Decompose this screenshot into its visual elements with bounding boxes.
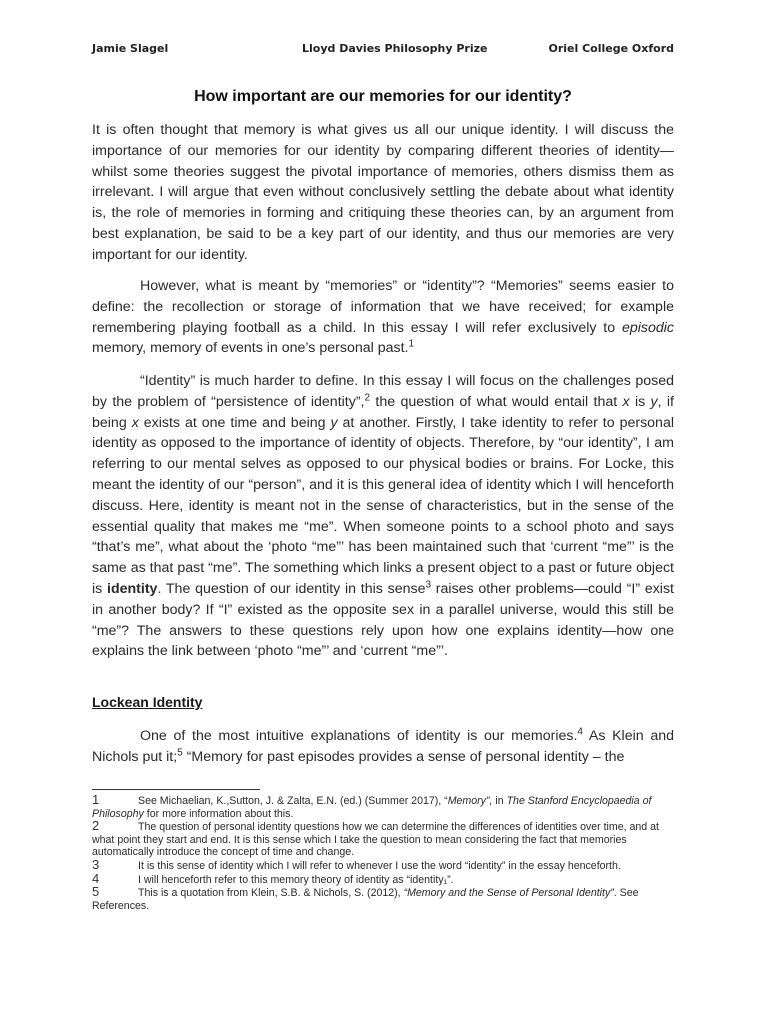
text-run: However, what is meant by “memories” or “identity”? “Memories” seems easier to define: the recollection or storage of information that we have received; for example remembering playing football as a child. In this essay I will refer exclusively to xyxy=(92,278,674,336)
text-run: One of the most intuitive explanations of identity is our memories. xyxy=(140,728,578,744)
text-run: raises other problems—could “I” exist in another body? If “I” existed as the opposite sex in a parallel universe, would this still be “me”? The answers to these questions rely upon how one explains identity—how one explains the link between ‘photo “me”’ and ‘current “me”’. xyxy=(92,580,674,660)
header-prize: Lloyd Davies Philosophy Prize xyxy=(302,42,488,55)
text-run: “Memory for past episodes provides a sense of personal identity – the xyxy=(182,748,625,765)
text-run: As Klein and Nichols put it; xyxy=(92,728,674,765)
footnote-text: in xyxy=(495,795,507,807)
text-run: is xyxy=(629,393,651,410)
text-run: , if being xyxy=(92,393,674,431)
emphasis-episodic: episodic xyxy=(621,319,674,336)
footnote-3 xyxy=(92,856,674,873)
footnote-number: 3 xyxy=(92,856,100,872)
footnote-text: . See References. xyxy=(92,887,639,912)
footnote-emphasis: Memory”, xyxy=(447,795,496,807)
footnote-divider xyxy=(92,789,260,790)
footnote-5 xyxy=(92,886,674,912)
footnote-emphasis: “Memory and the Sense of Personal Identity” xyxy=(403,887,614,900)
footnote-ref-4[interactable]: 4 xyxy=(577,726,583,738)
section-heading-lockean: Lockean Identity xyxy=(92,694,203,710)
paragraph-identity xyxy=(92,371,674,662)
footnote-text: for more information about this. xyxy=(143,807,294,820)
text-run: “Identity” is much harder to define. In this essay I will focus on the challenges posed by the problem of “persistence of identity”, xyxy=(92,373,674,410)
footnote-number: 5 xyxy=(92,884,100,900)
footnotes xyxy=(92,794,674,912)
emphasis-y: y xyxy=(650,393,658,410)
footnote-number: 4 xyxy=(92,870,100,886)
footnote-text: This is a quotation from Klein, S.B. & Nichols, S. (2012), xyxy=(138,887,404,900)
footnote-number: 1 xyxy=(92,792,100,807)
page-header xyxy=(92,42,674,58)
text-run: the question of what would entail that xyxy=(370,393,623,410)
footnote-text: I will henceforth refer to this memory theory of identity as “identity₁”. xyxy=(138,873,454,886)
paragraph-lockean xyxy=(92,726,674,768)
footnote-4 xyxy=(92,870,674,887)
footnote-emphasis: The Stanford Encyclopaedia of Philosophy xyxy=(92,795,652,820)
text-run: at another. Firstly, I take identity to refer to personal identity as opposed to the importance of identity of objects. Therefore, by “our identity”, I am referring to our mental selves as opposed to our physical bodies or brains. For Locke, this meant the identity of our “person”, and it is this general idea of identity which I will henceforth discuss. Here, identity is meant not in the sense of characteristics, but in the sense of the essential quality that makes me “me”. When someone points to a school photo and says “that’s me”, what about the ‘photo “me”’ has been maintained such that ‘current “me”’ is the same as that past “me”. The something which links a present object to a past or future object is xyxy=(92,414,674,597)
header-author: Jamie Slagel xyxy=(92,42,169,55)
footnote-ref-5[interactable]: 5 xyxy=(177,747,183,759)
paragraph-memories xyxy=(92,276,674,359)
header-college: Oriel College Oxford xyxy=(548,42,674,55)
footnote-ref-2[interactable]: 2 xyxy=(364,392,371,404)
paragraph-intro: It is often thought that memory is what gives us all our unique identity. I will discuss the importance of our memories for our identity by comparing different theories of identity—whilst some theories suggest the pivotal importance of memories, others dismiss them as irrelevant. I will argue that even without conclusively settling the debate about what identity is, the role of memories in forming and critiquing these theories can, by an argument from best explanation, be said to be a key part of our identity, and thus our memories are very important for our identity. xyxy=(92,122,674,263)
footnote-number: 2 xyxy=(92,818,100,834)
footnote-1 xyxy=(92,794,674,820)
footnote-2 xyxy=(92,820,674,859)
footnote-text: It is this sense of identity which I will refer to whenever I use the word “identity” in the essay henceforth. xyxy=(138,859,621,872)
essay-title: How important are our memories for our identity? xyxy=(194,88,572,105)
emphasis-y: y xyxy=(330,414,338,431)
footnote-ref-1[interactable]: 1 xyxy=(408,338,415,350)
footnote-text: The question of personal identity questions how we can determine the differences of identities over time, and at what point they start and end. It is this sense which I take the question to mean considering the fact that memories automatically introduce the concept of time and change. xyxy=(92,821,659,859)
bold-identity: identity xyxy=(107,580,158,597)
text-run: . The question of our identity in this sense xyxy=(157,580,426,597)
emphasis-x: x xyxy=(622,393,630,410)
text-run: memory, memory of events in one’s personal past. xyxy=(92,340,409,357)
emphasis-x: x xyxy=(131,414,139,431)
footnote-text: See Michaelian, K.,Sutton, J. & Zalta, E.N. (ed.) (Summer 2017), “ xyxy=(138,795,448,807)
footnote-ref-3[interactable]: 3 xyxy=(425,579,432,591)
text-run: exists at one time and being xyxy=(138,414,331,431)
